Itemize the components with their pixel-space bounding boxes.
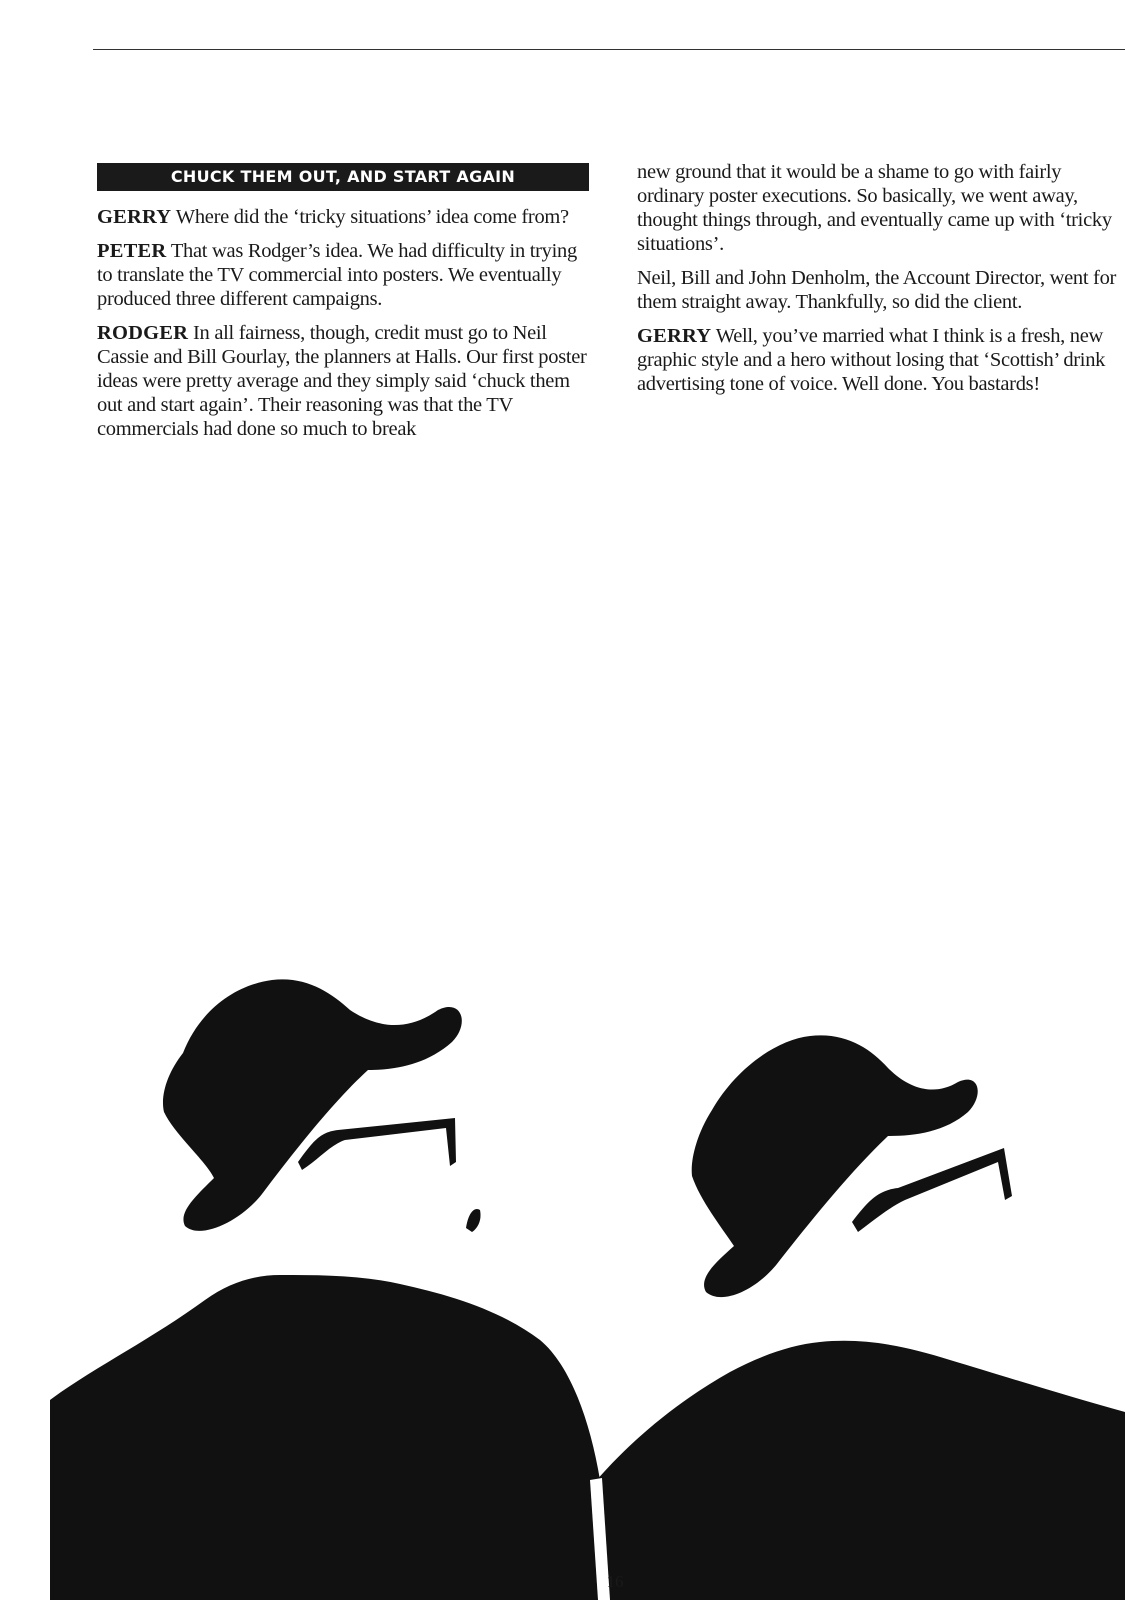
speaker-name: GERRY xyxy=(97,206,172,228)
left-glasses-icon xyxy=(298,1118,456,1170)
left-body-icon xyxy=(50,1275,612,1600)
right-body-icon xyxy=(590,1341,1125,1600)
paragraph-text: Where did the ‘tricky situations’ idea come from? xyxy=(175,206,569,228)
left-mark-icon xyxy=(466,1209,481,1232)
paragraph-text: new ground that it would be a shame to go with fairly ordinary poster executions. So basically, we went away, thought things through, and eventually came up with ‘tricky situations’. xyxy=(637,161,1112,255)
speaker-name: PETER xyxy=(97,240,167,262)
left-hat-icon xyxy=(163,979,462,1230)
speaker-name: GERRY xyxy=(637,325,712,347)
right-hat-icon xyxy=(692,1035,978,1297)
paragraph-text: Well, you’ve married what I think is a fresh, new graphic style and a hero without losing that ‘Scottish’ drink advertising tone of voice. Well done. You bastards! xyxy=(637,325,1106,395)
paragraph-text: Neil, Bill and John Denholm, the Account Director, went for them straight away. Thankfully, so did the client. xyxy=(637,267,1117,313)
paragraph-text: That was Rodger’s idea. We had difficulty in trying to translate the TV commercial into posters. We eventually produced three different campaigns. xyxy=(97,240,577,310)
right-glasses-icon xyxy=(852,1148,1012,1232)
section-heading: CHUCK THEM OUT, AND START AGAIN xyxy=(97,163,589,191)
page-number: 16 xyxy=(606,1572,624,1591)
speaker-name: RODGER xyxy=(97,322,189,344)
paragraph-text: In all fairness, though, credit must go to Neil Cassie and Bill Gourlay, the planners at Halls. Our first poster ideas were pretty average and they simply said ‘chuck them out and start again’. Their reasoning was that the TV commercials had done so much to break xyxy=(97,322,587,440)
